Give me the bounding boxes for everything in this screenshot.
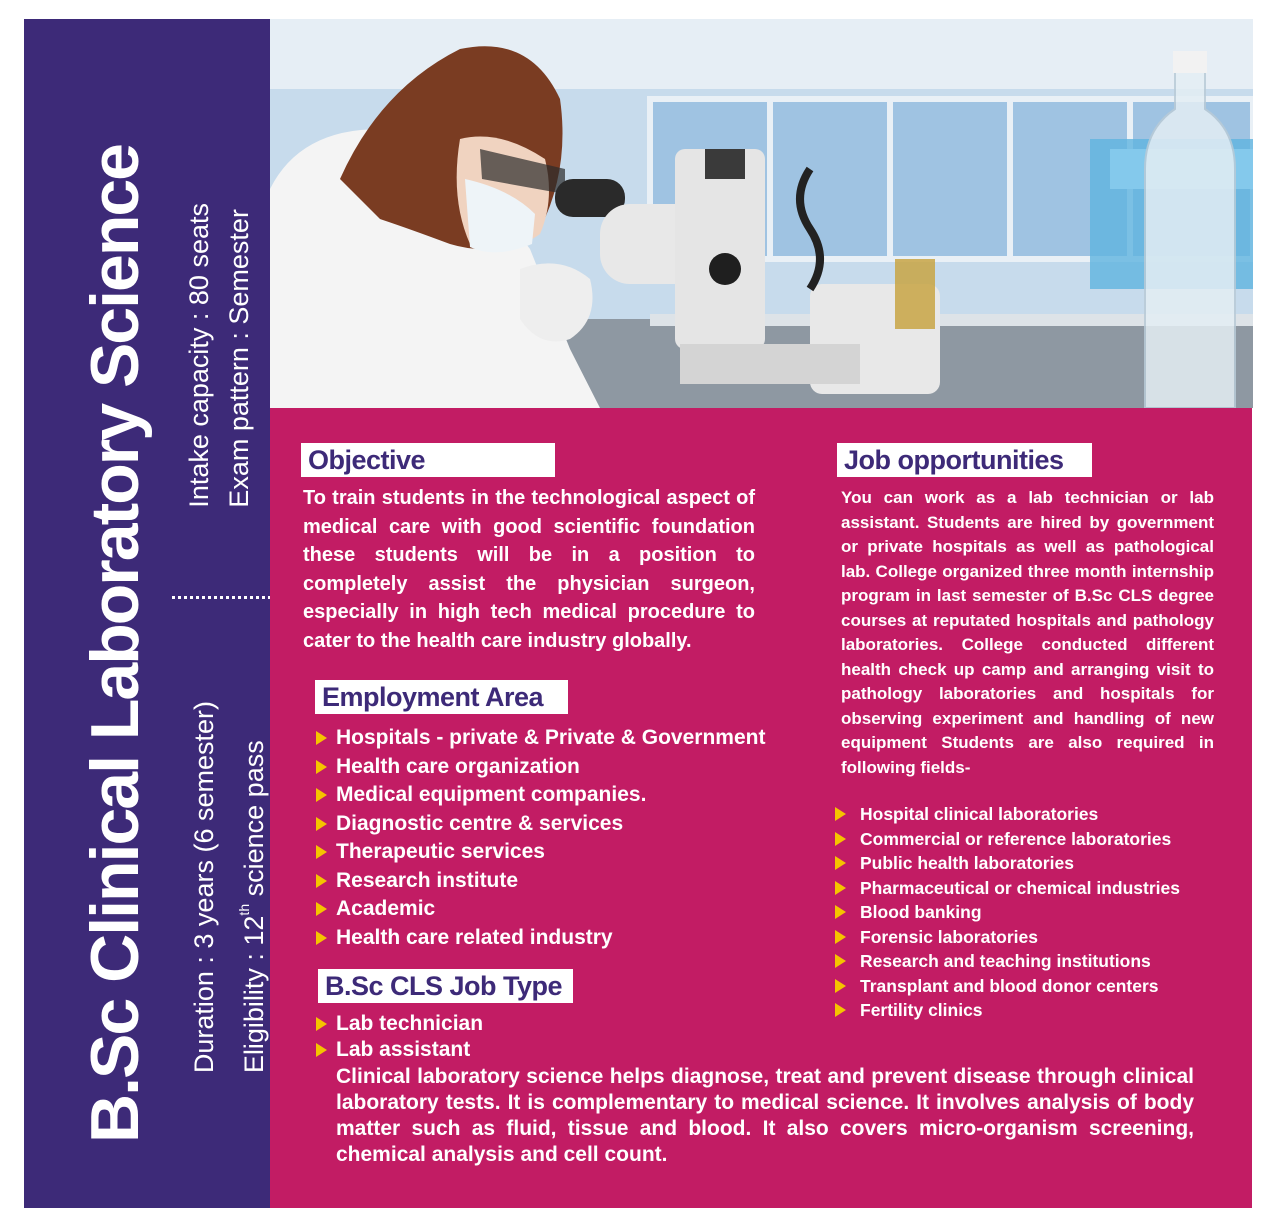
list-item: Pharmaceutical or chemical industries (835, 876, 1205, 901)
arrow-bullet-icon (835, 807, 846, 821)
lab-photo (270, 19, 1253, 408)
arrow-bullet-icon (316, 1043, 327, 1057)
arrow-bullet-icon (316, 902, 327, 916)
list-item: Research institute (316, 867, 786, 896)
arrow-bullet-icon (835, 881, 846, 895)
list-item: Fertility clinics (835, 998, 1205, 1023)
list-item: Blood banking (835, 900, 1205, 925)
intake-exam-info (179, 203, 259, 508)
objective-text: To train students in the technological aspect of medical care with good scientific foundation these students will be in a position to completely assist the physician surgeon, especially in high tech medical procedure to cater to the health care industry globally. (303, 487, 755, 652)
list-item: Hospital clinical laboratories (835, 802, 1205, 827)
job-type-list (316, 1011, 616, 1063)
arrow-bullet-icon (316, 788, 327, 802)
job-opportunities-heading: Job opportunities (837, 443, 1092, 477)
list-item: Commercial or reference laboratories (835, 827, 1205, 852)
intake-capacity: Intake capacity : 80 seats (184, 203, 214, 508)
list-item: Academic (316, 895, 786, 924)
arrow-bullet-icon (835, 905, 846, 919)
job-opportunities-text: You can work as a lab technician or lab assistant. Students are hired by government or private hospitals as well as pathological lab. College organized three month internship program in last semester of B.Sc CLS degree courses at reputated hospitals and pathology laboratories. College conducted different health check up camp and arranging visit to pathology laboratories and hospitals for observing experiment and handling of new equipment Students are also required in following fields- (841, 488, 1214, 777)
program-title: B.Sc Clinical Laboratory Science (77, 145, 153, 1143)
arrow-bullet-icon (835, 954, 846, 968)
eligibility: Eligibility : 12th science pass (236, 740, 269, 1073)
list-item: Public health laboratories (835, 851, 1205, 876)
dotted-divider (172, 596, 277, 599)
employment-list (316, 724, 786, 952)
arrow-bullet-icon (835, 832, 846, 846)
arrow-bullet-icon (835, 1003, 846, 1017)
duration: Duration : 3 years (6 semester) (189, 700, 219, 1073)
list-item: Health care organization (316, 753, 786, 782)
arrow-bullet-icon (835, 979, 846, 993)
arrow-bullet-icon (316, 845, 327, 859)
arrow-bullet-icon (835, 856, 846, 870)
list-item: Medical equipment companies. (316, 781, 786, 810)
objective-heading: Objective (301, 443, 555, 477)
list-item: Lab assistant (316, 1037, 616, 1063)
arrow-bullet-icon (316, 931, 327, 945)
list-item: Therapeutic services (316, 838, 786, 867)
job-type-description: Clinical laboratory science helps diagnose, treat and prevent disease through clinical laboratory tests. It is complementary to medical science. It involves analysis of body matter such as fluid, tissue and blood. It also covers micro-organism screening, chemical analysis and cell count. (336, 1065, 1194, 1166)
list-item: Diagnostic centre & services (316, 810, 786, 839)
fields-list (835, 802, 1205, 1023)
employment-heading: Employment Area (315, 680, 568, 714)
sidebar (24, 19, 270, 1208)
arrow-bullet-icon (316, 874, 327, 888)
list-item: Research and teaching institutions (835, 949, 1205, 974)
arrow-bullet-icon (316, 731, 327, 745)
arrow-bullet-icon (316, 1017, 327, 1031)
list-item: Forensic laboratories (835, 925, 1205, 950)
arrow-bullet-icon (316, 760, 327, 774)
arrow-bullet-icon (316, 817, 327, 831)
list-item: Hospitals - private & Private & Government (316, 724, 786, 753)
exam-pattern: Exam pattern : Semester (224, 209, 254, 508)
list-item: Transplant and blood donor centers (835, 974, 1205, 999)
duration-eligibility-info (184, 701, 274, 1073)
job-type-heading: B.Sc CLS Job Type (318, 969, 573, 1003)
scientist-microscope-illustration (270, 19, 1253, 408)
arrow-bullet-icon (835, 930, 846, 944)
content-panel (270, 408, 1252, 1208)
list-item: Health care related industry (316, 924, 786, 953)
list-item: Lab technician (316, 1011, 616, 1037)
